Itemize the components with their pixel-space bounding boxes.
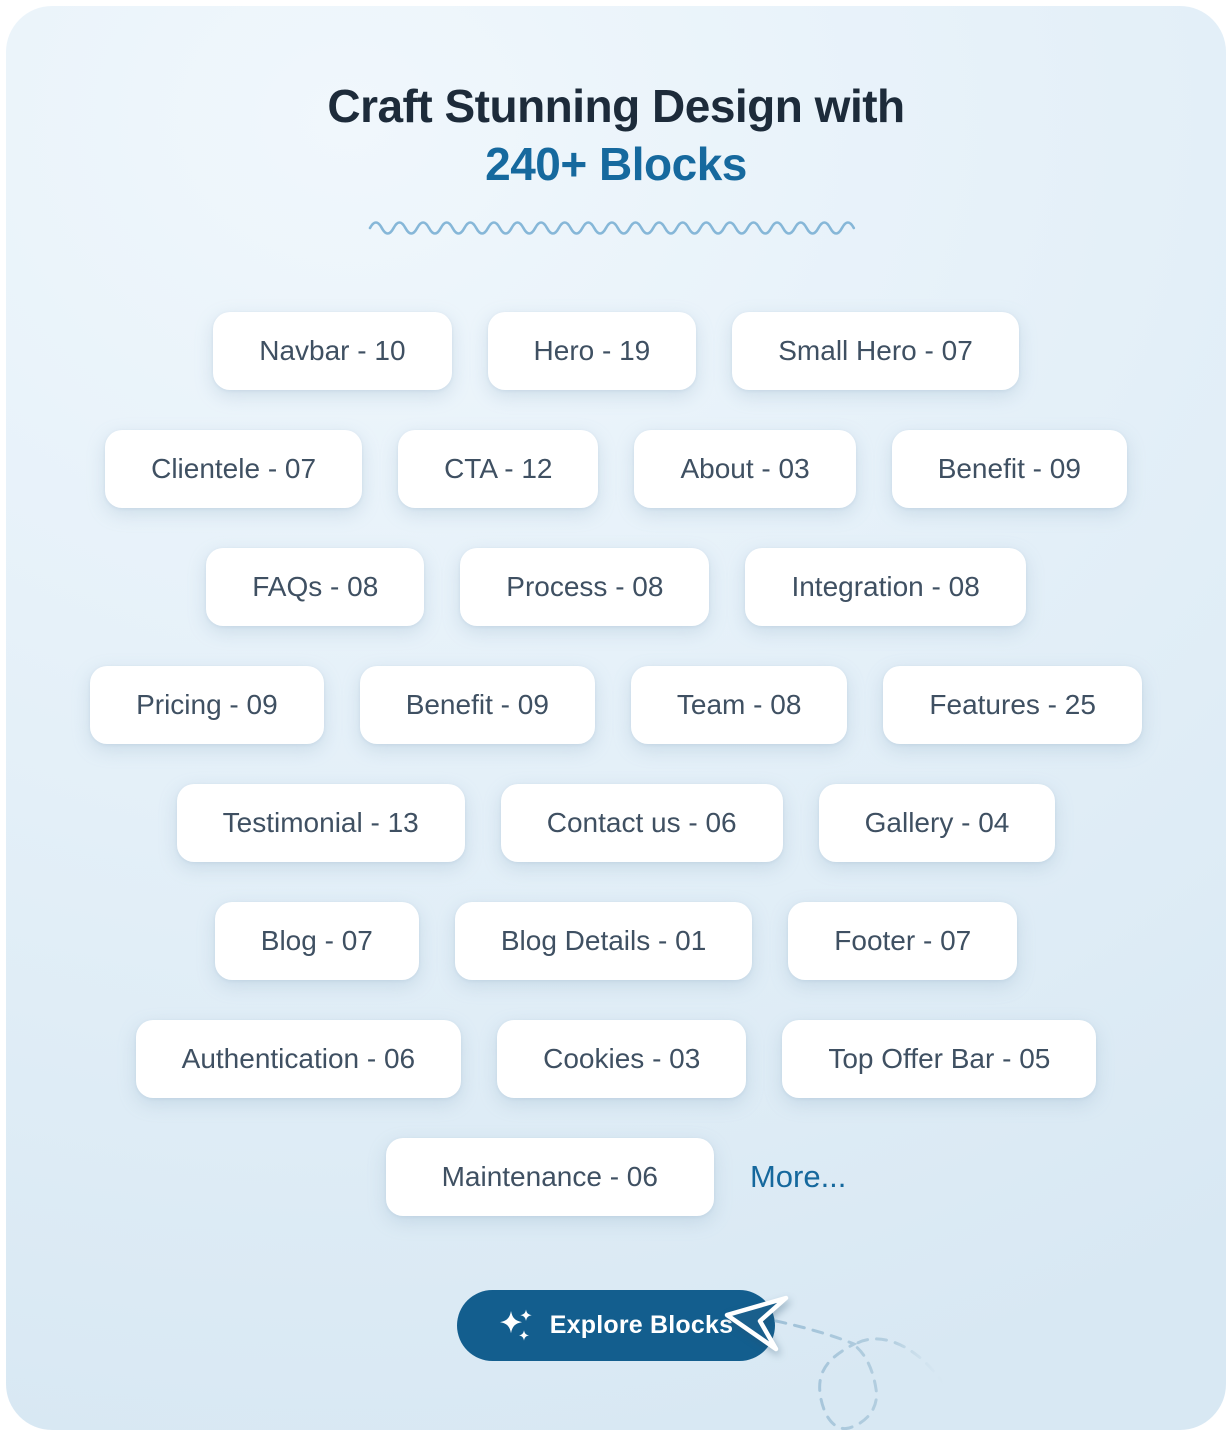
block-category-pill-maintenance[interactable]: Maintenance - 06: [386, 1138, 714, 1216]
block-category-pill-cookies[interactable]: Cookies - 03: [497, 1020, 746, 1098]
more-link[interactable]: More...: [749, 1158, 847, 1194]
block-category-pill-team[interactable]: Team - 08: [631, 666, 848, 744]
block-category-pill-gallery[interactable]: Gallery - 04: [819, 784, 1056, 862]
section-header: [6, 6, 1226, 236]
title-line-1: Craft Stunning Design with: [327, 80, 905, 132]
block-category-pill-clientele[interactable]: Clientele - 07: [105, 430, 362, 508]
block-category-pill-blog-details[interactable]: Blog Details - 01: [455, 902, 752, 980]
block-category-pill-hero[interactable]: Hero - 19: [488, 312, 697, 390]
block-category-row: [6, 666, 1226, 744]
block-category-pill-pricing[interactable]: Pricing - 09: [90, 666, 324, 744]
block-category-row: [6, 902, 1226, 980]
block-category-pill-integration[interactable]: Integration - 08: [745, 548, 1025, 626]
block-category-pill-footer[interactable]: Footer - 07: [788, 902, 1017, 980]
block-category-pill-process[interactable]: Process - 08: [460, 548, 709, 626]
block-category-pill-top-offer-bar[interactable]: Top Offer Bar - 05: [782, 1020, 1096, 1098]
block-category-pill-testimonial[interactable]: Testimonial - 13: [177, 784, 465, 862]
block-category-pill-blog[interactable]: Blog - 07: [215, 902, 419, 980]
block-category-row: [6, 548, 1226, 626]
sparkles-icon: [499, 1307, 535, 1343]
block-category-pill-about[interactable]: About - 03: [634, 430, 855, 508]
block-category-pill-navbar[interactable]: Navbar - 10: [213, 312, 451, 390]
block-category-grid: [6, 312, 1226, 1216]
block-category-pill-benefit[interactable]: Benefit - 09: [892, 430, 1127, 508]
block-category-row: [6, 1138, 1226, 1216]
block-category-pill-cta[interactable]: CTA - 12: [398, 430, 598, 508]
block-category-row: [6, 430, 1226, 508]
block-category-row: [6, 784, 1226, 862]
block-category-row: [6, 312, 1226, 390]
page-title: [6, 78, 1226, 194]
block-category-pill-contact-us[interactable]: Contact us - 06: [501, 784, 783, 862]
block-category-pill-features[interactable]: Features - 25: [883, 666, 1142, 744]
blocks-showcase-card: [6, 6, 1226, 1430]
explore-blocks-label: Explore Blocks: [549, 1310, 734, 1339]
cta-area: [6, 1290, 1226, 1361]
block-category-pill-faqs[interactable]: FAQs - 08: [206, 548, 424, 626]
block-category-pill-small-hero[interactable]: Small Hero - 07: [732, 312, 1019, 390]
dashed-loop-trail: [768, 1311, 968, 1430]
block-category-pill-authentication[interactable]: Authentication - 06: [136, 1020, 462, 1098]
wavy-underline-icon: [368, 214, 865, 236]
title-line-2: 240+ Blocks: [485, 137, 747, 190]
block-category-pill-benefit-2[interactable]: Benefit - 09: [360, 666, 595, 744]
block-category-row: [6, 1020, 1226, 1098]
